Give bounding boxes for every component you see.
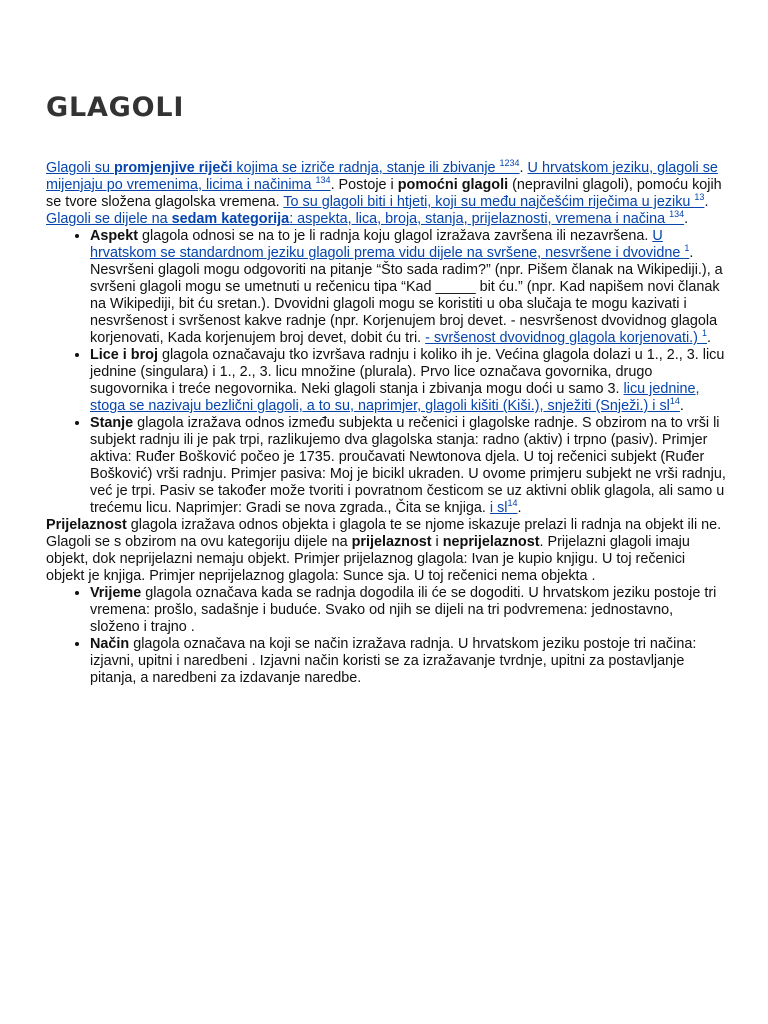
categories-list-1 [46, 228, 726, 517]
text: i [431, 534, 443, 550]
link-text: - svršenost dvovidnog glagola korjenovati.) [425, 330, 702, 346]
link-categories[interactable] [46, 211, 684, 227]
link-text: Glagoli su [46, 160, 114, 176]
article-body [46, 160, 726, 687]
link-text: U hrvatskom jeziku, glagoli se mijenjaju po vremenima, licima i načinima [46, 160, 718, 193]
bold-term: Način [90, 636, 130, 652]
footnote-ref: 1234 [499, 158, 520, 168]
bold-term: Aspekt [90, 228, 138, 244]
link-text: : aspekta, lica, broja, stanja, prijelaznosti, vremena i načina [289, 211, 670, 227]
bold-term: Prijelaznost [46, 517, 127, 533]
text: glagola označava kada se radnja dogodila ili će se dogoditi. U hrvatskom jeziku postoje tri vremena: prošlo, sadašnje i buduće. Svako od njih se dijeli na tri podvremena: jednostavno, složeno i trajno . [90, 585, 717, 635]
link-definition[interactable] [46, 160, 520, 176]
text: . [704, 194, 709, 210]
link-auxiliary-verbs[interactable] [283, 194, 704, 210]
link-text: Glagoli se dijele na [46, 211, 172, 227]
text: . [679, 398, 684, 414]
text: glagola izražava odnos između subjekta u rečenici i glagolske radnje. S obzirom na to vrši li subjekt radnju ili je pak trpi, razlikujemo dva glagolska stanja: radno (aktiv) i trpno (pasiv). Primjer aktiva: Ruđer Bošković počeo je 1735. proučavati Newtonova djela. U toj rečenici subjekt (Ruđer Bošković) vrši radnju. Primjer pasiva: Moj je bicikl ukraden. U ovome primjeru subjekt ne vrši radnju, već je trpi. Pasiv se također može tvoriti i povratnom česticom se uz aktivni oblik glagola, ali samo u trećemu licu. Naprimjer: Gradi se nova zgrada., Čita se knjiga. [90, 415, 726, 516]
text: . Postoje i [330, 177, 398, 193]
link-text: U hrvatskom se standardnom jeziku glagoli prema vidu dijele na svršene, nesvršene i dvovidne [90, 228, 685, 261]
footnote-ref: 14 [669, 396, 680, 406]
text: . [684, 211, 689, 227]
bold-term: Vrijeme [90, 585, 142, 601]
bold-term: prijelaznost [351, 534, 432, 550]
categories-list-2 [46, 585, 726, 687]
footnote-ref: 1 [684, 243, 690, 253]
categories-paragraph [46, 211, 726, 228]
bold-term: Lice i broj [90, 347, 158, 363]
footnote-ref: 1 [701, 328, 707, 338]
text: glagola označava na koji se način izražava radnja. U hrvatskom jeziku postoje tri načina: izjavni, upitni i naredbeni . Izjavni način koristi se za izražavanje tvrdnje, upitni za postavljanje pitanja, a naredbeni za izdavanje naredbe. [90, 636, 697, 686]
intro-paragraph [46, 160, 726, 211]
page-title: GLAGOLI [46, 92, 185, 123]
bold-term: neprijelaznost [442, 534, 540, 550]
bold-term: Stanje [90, 415, 134, 431]
text: . [519, 160, 528, 176]
text: . Nesvršeni glagoli mogu odgovoriti na pitanje “Što sada radim?” (npr. Pišem članak na Wikipediji.), a svršeni glagoli mogu se umetnuti u rečenicu tipa “Kad _____ bit ću.” (npr. Kad napišem novi članak na Wikipediji, bit ću sretan.). Dvovidni glagoli mogu se koristiti u oba slučaja te mogu kazivati i nesvršenost i svršenost kakve radnje (npr. Korjenujem broj devet. - nesvršenost dvovidnog glagola korjenovati, Kada korjenujem broj devet, dobit ću tri. [90, 245, 723, 346]
list-item-stanje [90, 415, 726, 517]
text: . [517, 500, 522, 516]
list-item-aspekt [90, 228, 726, 347]
transitivity-paragraph [46, 517, 726, 585]
link-text: licu jednine, stoga se nazivaju bezlični glagoli, a to su, naprimjer, glagoli kišiti (Kiši.), snježiti (Snježi.) i sl [90, 381, 700, 414]
footnote-ref: 13 [694, 192, 705, 202]
footnote-ref: 134 [669, 209, 685, 219]
list-item-nacin [90, 636, 726, 687]
link-bold-text: promjenjive riječi [114, 160, 233, 176]
text: (nepravilni glagoli), pomoću kojih se tvore složena glagolska vremena. [46, 177, 722, 210]
list-item-lice-broj [90, 347, 726, 415]
text: glagola izražava odnos objekta i glagola te se njome iskazuje prelazi li radnja na objekt ili ne. Glagoli se s obzirom na ovu kategoriju dijele na [46, 517, 722, 550]
link-text: To su glagoli biti i htjeti, koji su među najčešćim riječima u jeziku [283, 194, 695, 210]
link-text: i sl [489, 500, 508, 516]
footnote-ref: 134 [315, 175, 331, 185]
link-text: kojima se izriče radnja, stanje ili zbivanje [232, 160, 500, 176]
footnote-ref: 14 [507, 498, 518, 508]
list-item-vrijeme [90, 585, 726, 636]
text: glagola označavaju tko izvršava radnju i koliko ih je. Većina glagola dolazi u 1., 2., 3. licu jednine (singulara) i 1., 2., 3. licu množine (plurala). Prvo lice označava govornika, drugo sugovornika i treće negovornika. Neki glagoli stanja i zbivanja mogu doći u samo 3. [90, 347, 725, 397]
link-bold-text: sedam kategorija [171, 211, 290, 227]
bold-term: pomoćni glagoli [397, 177, 509, 193]
link-and-so-on[interactable] [490, 500, 518, 516]
text: . Prijelazni glagoli imaju objekt, dok neprijelazni nemaju objekt. Primjer prijelaznog glagola: Ivan je kupio knjigu. U toj rečenici objekt je knjiga. Primjer neprijelaznog glagola: Sunce sja. U toj rečenici nema objekta . [46, 534, 690, 584]
link-perfective-example[interactable] [425, 330, 707, 346]
text: glagola odnosi se na to je li radnja koju glagol izražava završena ili nezavršena. [138, 228, 653, 244]
text: . [706, 330, 711, 346]
